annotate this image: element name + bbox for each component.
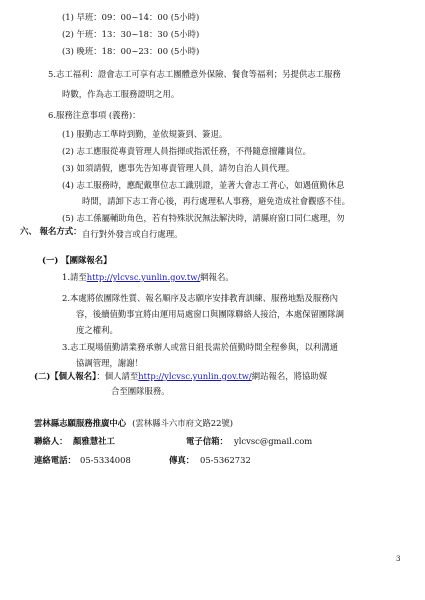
contact-org: 雲林縣志願服務推廣中心 xyxy=(34,418,127,428)
contact-fax: 05-5362732 xyxy=(200,455,251,465)
benefits-line-2: 時數，作為志工服務證明之用。 xyxy=(62,89,180,99)
contact-phone: 05-5334008 xyxy=(80,455,131,465)
group-step-2-line-2: 容，後續值勤事宜將由運用局處窗口與團隊聯絡人接洽，本處保留團隊調 xyxy=(76,309,344,319)
registration-heading: 六、 報名方式： xyxy=(20,226,82,236)
shift-afternoon: (2) 午班：13：30~18：30 (5小時) xyxy=(62,29,200,39)
contact-address: (雲林縣斗六市府文路22號) xyxy=(132,418,234,428)
contact-email[interactable]: ylcvsc@gmail.com xyxy=(234,436,313,446)
group-step-2-line-1: 2.本處將依團隊性質、報名順序及志願序安排教育訓練、服務地點及服務內 xyxy=(62,293,338,303)
note-5-line-1: (5) 志工係屬輔助角色，若有特殊狀況無法解決時，請縣府窗口同仁處理，勿 xyxy=(62,213,345,223)
shift-evening: (3) 晚班：18：00~23：00 (5小時) xyxy=(62,46,200,56)
individual-registration-link[interactable]: http://ylcvsc.yunlin.gov.tw/ xyxy=(138,371,252,381)
group-step-3-line-1: 3.志工現場值勤請業務承辦人或當日組長需於值勤時間全程參與，以利溝通 xyxy=(62,342,338,352)
group-step-3-line-2: 協調管理，謝謝！ xyxy=(76,358,143,368)
group-step-1-prefix: 1.請至 xyxy=(62,272,87,282)
contact-fax-label: 傳真： xyxy=(169,455,195,465)
group-step-2-line-3: 度之權利。 xyxy=(76,325,118,335)
page-number: 3 xyxy=(396,555,401,563)
notes-heading: 6.服務注意事項 (義務)： xyxy=(48,110,141,120)
group-registration-heading: (一) 【團隊報名】 xyxy=(42,255,112,265)
individual-registration-line-2: 合至團隊服務。 xyxy=(111,386,170,396)
note-3: (3) 如須請假，應事先告知專責管理人員，請勿自治人員代理。 xyxy=(62,163,295,173)
individual-text-suffix: 網站報名，將協助媒 xyxy=(251,371,328,381)
group-registration-link[interactable]: http://ylcvsc.yunlin.gov.tw/ xyxy=(86,272,201,282)
individual-registration xyxy=(34,371,327,382)
group-step-1 xyxy=(62,272,234,283)
contact-person: 顏雅慧社工 xyxy=(73,436,115,446)
shift-morning: (1) 早班：09：00~14：00 (5小時) xyxy=(62,12,200,22)
contact-person-label: 聯絡人： xyxy=(34,436,68,446)
individual-registration-heading: (二)【個人報名】 xyxy=(34,371,97,381)
group-step-1-suffix: 網報名。 xyxy=(200,272,234,282)
note-4-line-1: (4) 志工服務時，應配戴單位志工識別證，並著大會志工背心，如遇值勤休息 xyxy=(62,180,345,190)
individual-text-prefix: ：個人請至 xyxy=(96,371,139,381)
note-4-line-2: 時間，請卸下志工背心後，再行處理私人事務，避免造成社會觀感不佳。 xyxy=(82,196,350,206)
benefits-line-1: 5.志工福利：證會志工可享有志工團體意外保險、餐食等福利；另提供志工服務 xyxy=(48,69,341,79)
note-2: (2) 志工應服從專責管理人員指揮或指派任務，不得隨意擅離崗位。 xyxy=(62,146,312,156)
note-5-line-2: 自行對外發言或自行處理。 xyxy=(82,229,183,239)
contact-email-label: 電子信箱： xyxy=(186,436,228,446)
contact-org-line xyxy=(34,418,233,429)
contact-phone-label: 連絡電話： xyxy=(34,455,76,465)
note-1: (1) 服勤志工準時到勤，並依規簽到、簽退。 xyxy=(62,129,228,139)
